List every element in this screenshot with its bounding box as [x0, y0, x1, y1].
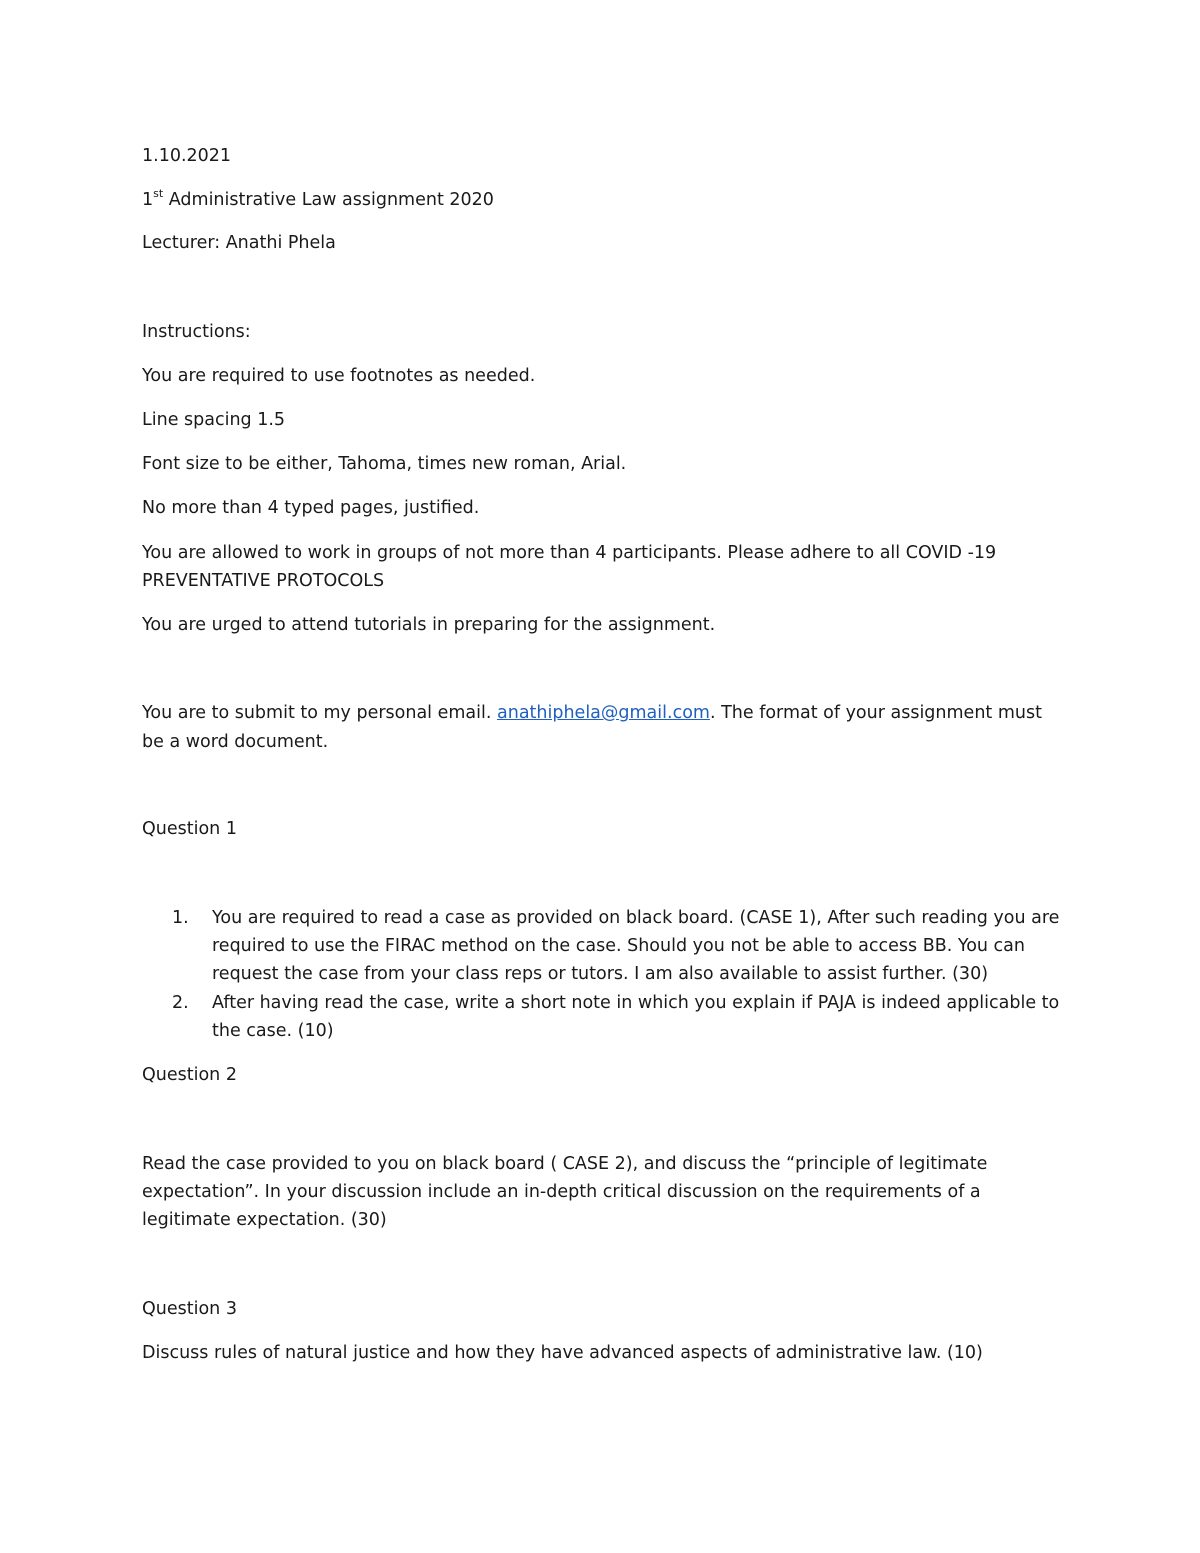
instructions-heading: Instructions: — [142, 322, 251, 342]
question-3-text: Discuss rules of natural justice and how they have advanced aspects of administrative law. (10) — [142, 1343, 983, 1363]
submission-suffix: . The format of your assignment must — [709, 703, 1042, 723]
list-item-line: After having read the case, write a short note in which you explain if PAJA is indeed applicable to — [212, 993, 1060, 1013]
instruction-item: Font size to be either, Tahoma, times new roman, Arial. — [142, 454, 627, 474]
question-1-heading: Question 1 — [142, 819, 237, 839]
title-ordinal: 1 — [142, 190, 154, 210]
groups-instruction-line-2: PREVENTATIVE PROTOCOLS — [142, 571, 385, 591]
title-text: Administrative Law assignment 2020 — [163, 190, 494, 210]
list-item-line: required to use the FIRAC method on the case. Should you not be able to access BB. You can — [212, 936, 1025, 956]
list-item-text — [212, 989, 1059, 1045]
list-item-number: 1. — [172, 908, 189, 928]
instruction-item: You are required to use footnotes as needed. — [142, 366, 536, 386]
list-item-text — [212, 904, 1059, 988]
instruction-item: Line spacing 1.5 — [142, 410, 286, 430]
list-item-line: the case. (10) — [212, 1021, 334, 1041]
submission-line-2: be a word document. — [142, 732, 329, 752]
question-2-heading: Question 2 — [142, 1065, 237, 1085]
submission-line-1 — [142, 699, 1042, 727]
document-title — [142, 186, 494, 214]
question-3-heading: Question 3 — [142, 1299, 237, 1319]
submission-prefix: You are to submit to my personal email. — [142, 703, 497, 723]
question-2-text-line: Read the case provided to you on black board ( CASE 2), and discuss the “principle of legitimate — [142, 1154, 988, 1174]
title-ordinal-suffix: st — [153, 187, 164, 200]
list-item-line: request the case from your class reps or tutors. I am also available to assist further. (30) — [212, 964, 989, 984]
instruction-item: No more than 4 typed pages, justified. — [142, 498, 480, 518]
groups-instruction-line-1: You are allowed to work in groups of not more than 4 participants. Please adhere to all COVID -19 — [142, 543, 997, 563]
list-item-line: You are required to read a case as provided on black board. (CASE 1), After such reading you are — [212, 908, 1060, 928]
question-2-text-line: legitimate expectation. (30) — [142, 1210, 387, 1230]
document-date: 1.10.2021 — [142, 146, 232, 166]
lecturer-line: Lecturer: Anathi Phela — [142, 233, 336, 253]
email-link[interactable]: anathiphela@gmail.com — [497, 703, 710, 723]
question-2-text-line: expectation”. In your discussion include an in-depth critical discussion on the requirements of a — [142, 1182, 981, 1202]
tutorials-instruction: You are urged to attend tutorials in preparing for the assignment. — [142, 615, 716, 635]
list-item-number: 2. — [172, 993, 189, 1013]
